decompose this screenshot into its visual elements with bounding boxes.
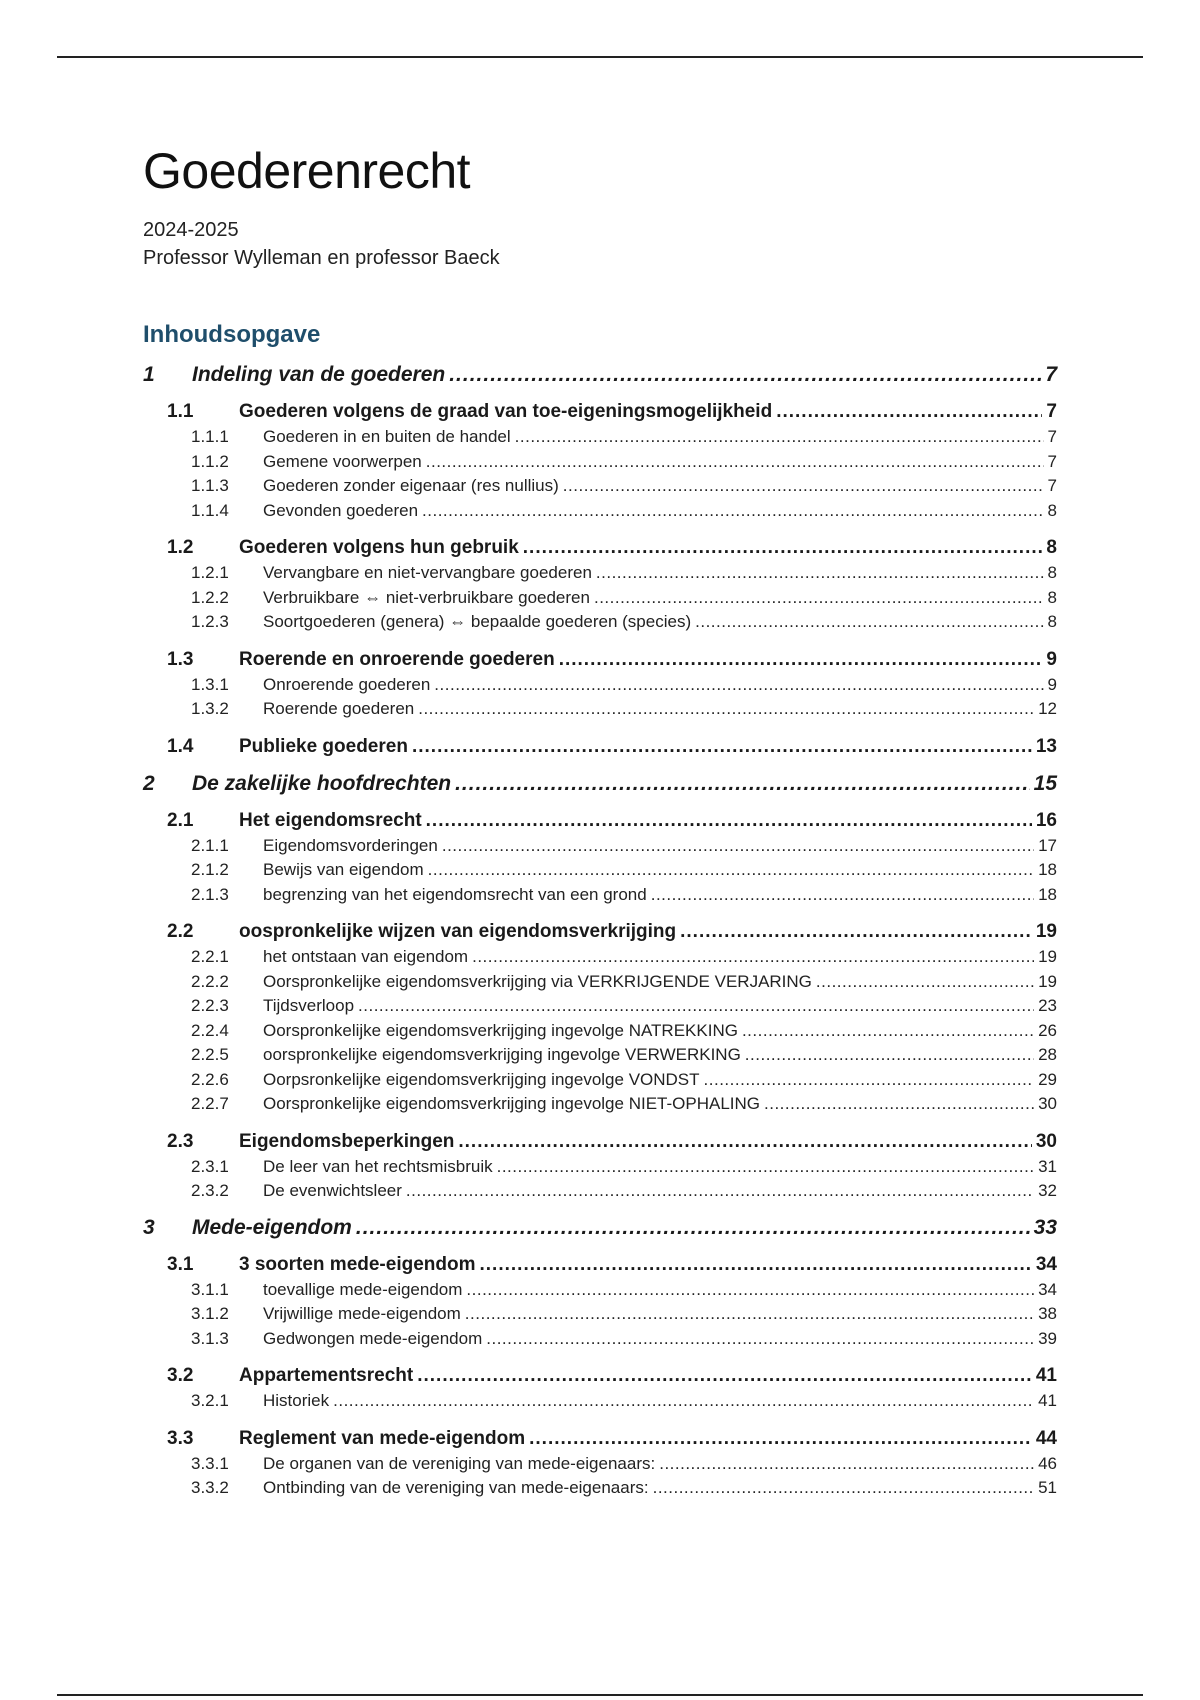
toc-dot-leader [764,1092,1034,1117]
toc-entry-number: 3.2 [167,1365,194,1386]
toc-entry-page: 9 [1047,674,1057,694]
toc-entry-title: Gedwongen mede-eigendom [263,1328,483,1348]
toc-entry-page: 8 [1047,500,1057,520]
toc-dot-leader [358,994,1034,1019]
toc-entry-level-2[interactable] [143,1426,1057,1452]
toc-entry-title: oospronkelijke wijzen van eigendomsverkrijging [239,921,677,942]
toc-entry-level-2[interactable] [143,399,1057,425]
toc-entry-page: 17 [1038,835,1057,855]
toc-entry-number: 1 [143,363,155,386]
toc-entry-level-1[interactable] [143,770,1057,798]
toc-entry-title: Oorspronkelijke eigendomsverkrijging via VERKRIJGENDE VERJARING [263,971,812,991]
toc-entry-page: 8 [1047,587,1057,607]
toc-entry-page: 26 [1038,1020,1057,1040]
professors: Professor Wylleman en professor Baeck [143,247,500,269]
toc-entry-page: 46 [1038,1453,1057,1473]
toc-entry-title: Publieke goederen [239,735,408,757]
toc-entry-number: 1.2.2 [191,587,229,607]
toc-entry-title: Bewijs van eigendom [263,860,424,879]
toc-dot-leader [458,1129,1031,1155]
document-page [143,140,1057,1501]
toc-entry-number: 2.1 [167,809,194,831]
toc-entry-number: 2.2.2 [191,971,229,991]
toc-entry-level-3[interactable] [143,1155,1057,1180]
toc-entry-page: 41 [1035,1365,1057,1386]
toc-entry-number: 3.1 [167,1253,194,1275]
toc-entry-title: Tijdsverloop [263,996,355,1015]
toc-entry-title: Oorpsronkelijke eigendomsverkrijging ingevolge VONDST [263,1069,700,1089]
toc-entry-number: 1.2.3 [191,612,229,631]
toc-entry-title: De zakelijke hoofdrechten [192,771,452,795]
toc-entry-level-3[interactable] [143,834,1057,859]
toc-entry-number: 1.1 [167,401,194,422]
toc-entry-title: Roerende goederen [263,699,415,718]
toc-entry-number: 2.3.1 [191,1156,229,1176]
toc-dot-leader [466,1278,1034,1303]
toc-entry-number: 3.1.1 [191,1279,229,1299]
toc-entry-page: 44 [1035,1427,1057,1449]
toc-entry-page: 8 [1047,612,1057,631]
toc-entry-page: 33 [1033,1215,1057,1239]
toc-dot-leader [333,1389,1034,1414]
toc-entry-title: oorspronkelijke eigendomsverkrijging ingevolge VERWERKING [263,1045,741,1064]
toc-entry-number: 3.2.1 [191,1391,229,1410]
toc-dot-leader [418,697,1034,722]
toc-entry-page: 18 [1038,884,1057,904]
toc-entry-title: Vervangbare en niet-vervangbare goederen [263,563,592,582]
toc-entry-page: 23 [1038,996,1057,1015]
toc-entry-title: Gevonden goederen [263,500,419,520]
toc-entry-title: Eigendomsbeperkingen [239,1130,455,1152]
toc-entry-title: Onroerende goederen [263,674,431,694]
toc-entry-level-2[interactable] [143,535,1057,561]
toc-entry-title: Roerende en onroerende goederen [239,648,555,670]
toc-dot-leader [529,1426,1032,1452]
toc-entry-title: Soortgoederen (genera) ⇔ bepaalde goederen (species) [263,612,692,631]
toc-entry-number: 2.2 [167,921,194,942]
toc-entry-number: 2.1.2 [191,860,229,879]
toc-dot-leader [486,1327,1034,1352]
toc-dot-leader [596,561,1044,586]
toc-entry-level-2[interactable] [143,647,1057,673]
toc-entry-level-3[interactable] [143,994,1057,1019]
toc-entry-number: 3.3.1 [191,1453,229,1473]
toc-entry-level-3[interactable] [143,1327,1057,1352]
toc-entry-level-3[interactable] [143,561,1057,586]
toc-entry-number: 1.2 [167,537,194,558]
toc-entry-page: 31 [1038,1156,1057,1176]
toc-entry-page: 7 [1047,427,1057,446]
table-of-contents [143,361,1057,1501]
toc-entry-level-3[interactable] [143,945,1057,970]
toc-entry-title: Goederen in en buiten de handel [263,427,511,446]
bottom-rule [57,1694,1143,1696]
toc-dot-leader [417,1363,1032,1389]
toc-entry-number: 3.3 [167,1427,194,1449]
toc-entry-number: 1.1.3 [191,476,229,495]
toc-entry-page: 15 [1033,771,1057,795]
toc-entry-number: 3 [143,1215,155,1239]
toc-dot-leader [497,1155,1034,1180]
toc-dot-leader [651,883,1034,908]
toc-dot-leader [704,1068,1035,1093]
toc-entry-title: Goederen volgens de graad van toe-eigeningsmogelijkheid [239,401,773,422]
toc-entry-page: 9 [1046,648,1057,670]
toc-entry-level-3[interactable] [143,1476,1057,1501]
toc-entry-page: 12 [1038,699,1057,718]
toc-dot-leader [434,673,1043,698]
toc-entry-number: 2.2.1 [191,947,229,966]
toc-dot-leader [515,425,1044,450]
toc-dot-leader [442,834,1034,859]
toc-entry-level-3[interactable] [143,858,1057,883]
toc-entry-level-3[interactable] [143,499,1057,524]
toc-entry-number: 1.3 [167,648,194,670]
toc-entry-level-2[interactable] [143,734,1057,760]
toc-entry-level-1[interactable] [143,1214,1057,1242]
toc-entry-title: Appartementsrecht [239,1365,414,1386]
toc-entry-page: 34 [1038,1279,1057,1299]
toc-entry-page: 32 [1038,1181,1057,1200]
toc-entry-page: 19 [1038,971,1057,991]
toc-entry-level-1[interactable] [143,361,1057,389]
toc-entry-title: 3 soorten mede-eigendom [239,1253,476,1275]
toc-entry-title: Oorspronkelijke eigendomsverkrijging ingevolge NIET-OPHALING [263,1094,760,1113]
toc-dot-leader [465,1302,1034,1327]
toc-entry-level-2[interactable] [143,919,1057,945]
toc-entry-title: Indeling van de goederen [192,363,446,386]
toc-entry-page: 7 [1047,476,1057,495]
toc-entry-number: 1.2.1 [191,563,229,582]
toc-entry-title: Goederen volgens hun gebruik [239,537,519,558]
toc-dot-leader [776,399,1042,425]
toc-entry-page: 41 [1038,1391,1057,1410]
document-title: Goederenrecht [143,143,471,199]
toc-entry-page: 18 [1038,860,1057,879]
toc-entry-title: Goederen zonder eigenaar (res nullius) [263,476,559,495]
toc-dot-leader [816,970,1034,995]
toc-entry-level-3[interactable] [143,1452,1057,1477]
toc-dot-leader [680,919,1032,945]
toc-dot-leader [695,610,1043,635]
toc-entry-number: 2.1.3 [191,884,229,904]
toc-entry-title: begrenzing van het eigendomsrecht van een grond [263,884,647,904]
toc-entry-page: 51 [1038,1478,1057,1497]
toc-dot-leader [449,361,1041,389]
toc-entry-page: 28 [1038,1045,1057,1064]
toc-dot-leader [406,1179,1034,1204]
toc-entry-level-2[interactable] [143,1129,1057,1155]
toc-entry-title: Mede-eigendom [192,1215,352,1239]
toc-entry-page: 16 [1035,809,1057,831]
toc-entry-number: 3.3.2 [191,1478,229,1497]
toc-entry-number: 2.1.1 [191,835,229,855]
toc-entry-page: 7 [1047,451,1057,471]
toc-entry-title: Vrijwillige mede-eigendom [263,1304,461,1323]
toc-dot-leader [455,770,1030,798]
toc-entry-level-3[interactable] [143,586,1057,611]
toc-dot-leader [426,450,1044,475]
toc-entry-level-3[interactable] [143,970,1057,995]
toc-entry-level-2[interactable] [143,1252,1057,1278]
toc-entry-level-3[interactable] [143,1068,1057,1093]
toc-dot-leader [523,535,1043,561]
toc-entry-level-2[interactable] [143,808,1057,834]
toc-entry-title: Gemene voorwerpen [263,451,422,471]
toc-entry-page: 8 [1046,537,1057,558]
toc-dot-leader [563,474,1044,499]
toc-dot-leader [472,945,1034,970]
toc-entry-level-3[interactable] [143,474,1057,499]
toc-entry-number: 2.2.4 [191,1020,229,1040]
toc-entry-level-3[interactable] [143,1019,1057,1044]
toc-entry-number: 2 [143,771,155,795]
toc-entry-number: 3.1.2 [191,1304,229,1323]
toc-dot-leader [745,1043,1034,1068]
toc-entry-level-3[interactable] [143,883,1057,908]
toc-dot-leader [742,1019,1034,1044]
toc-heading: Inhoudsopgave [143,321,321,348]
toc-entry-title: het ontstaan van eigendom [263,947,469,966]
toc-entry-number: 1.3.2 [191,699,229,718]
toc-entry-level-3[interactable] [143,697,1057,722]
toc-entry-title: Verbruikbare ⇔ niet-verbruikbare goederen [263,587,590,607]
toc-entry-level-3[interactable] [143,450,1057,475]
toc-dot-leader [559,647,1043,673]
toc-entry-title: Oorspronkelijke eigendomsverkrijging ingevolge NATREKKING [263,1020,738,1040]
top-rule [57,56,1143,58]
toc-entry-page: 34 [1035,1253,1057,1275]
toc-entry-number: 2.2.5 [191,1045,229,1064]
toc-entry-number: 1.1.4 [191,500,229,520]
toc-entry-level-3[interactable] [143,1092,1057,1117]
toc-entry-level-3[interactable] [143,1278,1057,1303]
toc-entry-page: 7 [1046,401,1057,422]
toc-entry-level-3[interactable] [143,610,1057,635]
toc-dot-leader [659,1452,1034,1477]
toc-dot-leader [594,586,1044,611]
toc-entry-number: 2.2.7 [191,1094,229,1113]
toc-entry-number: 1.3.1 [191,674,229,694]
toc-dot-leader [653,1476,1034,1501]
toc-entry-page: 19 [1035,921,1057,942]
toc-entry-title: De organen van de vereniging van mede-eigenaars: [263,1453,656,1473]
toc-entry-title: Reglement van mede-eigendom [239,1427,526,1449]
toc-entry-page: 30 [1038,1094,1057,1113]
toc-entry-number: 1.1.1 [191,427,229,446]
toc-entry-title: Ontbinding van de vereniging van mede-eigenaars: [263,1478,649,1497]
toc-entry-page: 19 [1038,947,1057,966]
toc-entry-level-2[interactable] [143,1363,1057,1389]
toc-entry-number: 2.2.3 [191,996,229,1015]
toc-entry-page: 38 [1038,1304,1057,1323]
toc-entry-level-3[interactable] [143,673,1057,698]
toc-entry-number: 2.2.6 [191,1069,229,1089]
toc-entry-number: 2.3.2 [191,1181,229,1200]
toc-entry-level-3[interactable] [143,1043,1057,1068]
toc-dot-leader [426,808,1032,834]
toc-entry-page: 8 [1047,563,1057,582]
toc-entry-number: 2.3 [167,1130,194,1152]
toc-dot-leader [428,858,1034,883]
toc-entry-title: De evenwichtsleer [263,1181,402,1200]
toc-entry-level-3[interactable] [143,1179,1057,1204]
toc-entry-level-3[interactable] [143,425,1057,450]
toc-entry-title: Eigendomsvorderingen [263,835,438,855]
toc-entry-number: 1.4 [167,735,194,757]
toc-entry-page: 13 [1035,735,1057,757]
toc-dot-leader [412,734,1032,760]
toc-entry-page: 30 [1035,1130,1057,1152]
toc-entry-title: toevallige mede-eigendom [263,1279,463,1299]
toc-entry-page: 39 [1038,1328,1057,1348]
toc-entry-number: 3.1.3 [191,1328,229,1348]
toc-entry-page: 29 [1038,1069,1057,1089]
toc-dot-leader [356,1214,1030,1242]
toc-entry-page: 7 [1045,363,1057,386]
toc-dot-leader [422,499,1044,524]
toc-dot-leader [480,1252,1032,1278]
toc-entry-title: Het eigendomsrecht [239,809,422,831]
toc-entry-title: De leer van het rechtsmisbruik [263,1156,493,1176]
toc-entry-title: Historiek [263,1391,330,1410]
toc-entry-level-3[interactable] [143,1302,1057,1327]
document-meta [143,216,1057,272]
academic-year: 2024-2025 [143,219,239,241]
toc-entry-number: 1.1.2 [191,451,229,471]
toc-entry-level-3[interactable] [143,1389,1057,1414]
